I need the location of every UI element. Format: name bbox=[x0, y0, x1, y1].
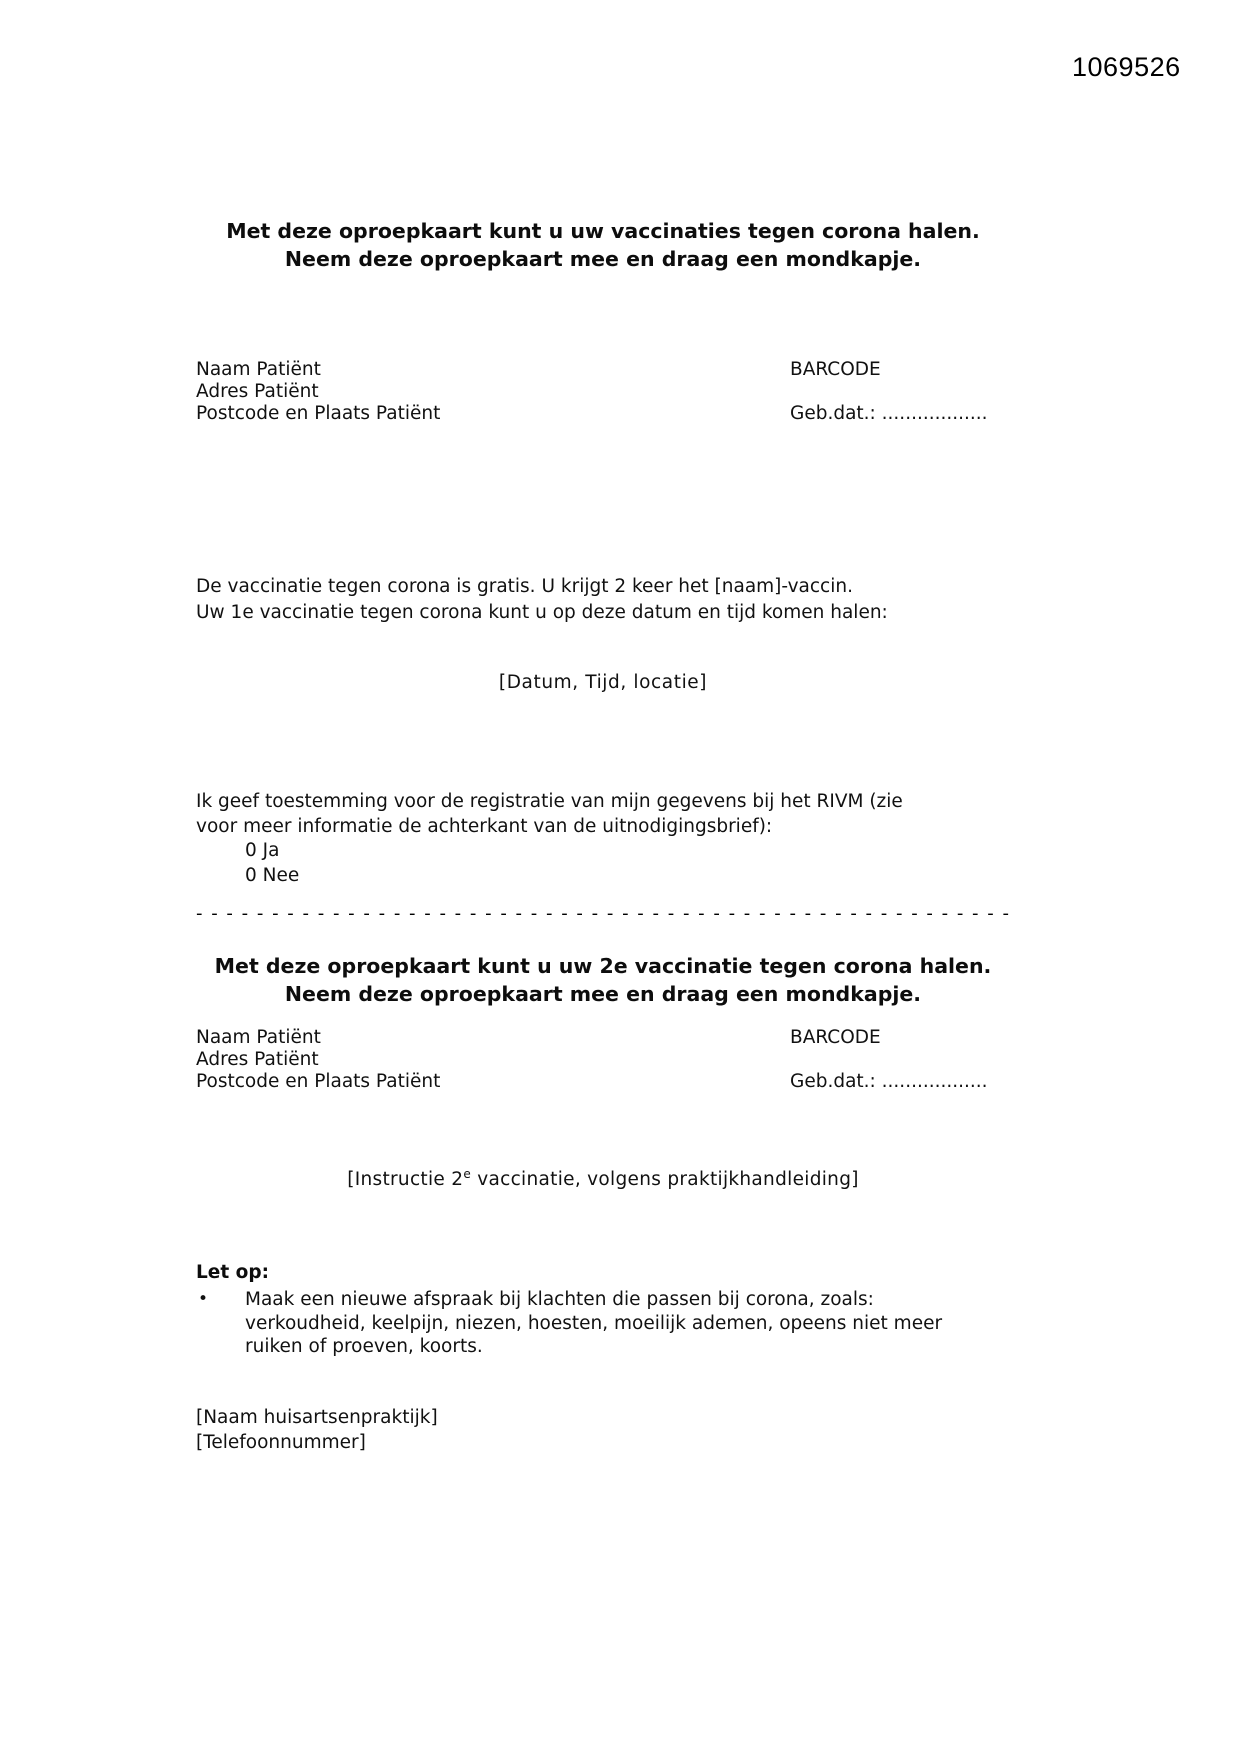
section2-heading bbox=[196, 952, 1010, 1008]
document-number: 1069526 bbox=[1072, 52, 1181, 82]
patient-postcode-line: Postcode en Plaats Patiënt bbox=[196, 403, 441, 424]
practice-name-line: [Naam huisartsenpraktijk] bbox=[196, 1407, 438, 1428]
warning-line2: verkoudheid, keelpijn, niezen, hoesten, moeilijk ademen, opeens niet meer bbox=[245, 1312, 943, 1334]
section1-heading-line1: Met deze oproepkaart kunt u uw vaccinaties tegen corona halen. bbox=[226, 219, 980, 243]
birthdate-field: Geb.dat.: .................. bbox=[790, 403, 988, 424]
section2-heading-line2: Neem deze oproepkaart mee en draag een mondkapje. bbox=[284, 982, 922, 1006]
intro-paragraph bbox=[196, 574, 1096, 626]
instruction-superscript: e bbox=[463, 1166, 472, 1181]
appointment-placeholder: [Datum, Tijd, locatie] bbox=[498, 672, 708, 693]
instruction-suffix: vaccinatie, volgens praktijkhandleiding] bbox=[471, 1169, 859, 1190]
consent-option-nee: 0 Nee bbox=[245, 864, 300, 886]
instruction-placeholder bbox=[196, 1166, 1010, 1190]
birthdate-field: Geb.dat.: .................. bbox=[790, 1071, 988, 1092]
section1-heading-line2: Neem deze oproepkaart mee en draag een mondkapje. bbox=[284, 247, 922, 271]
consent-option-ja: 0 Ja bbox=[245, 840, 280, 861]
warning-line3: ruiken of proeven, koorts. bbox=[245, 1336, 483, 1357]
patient-block-1 bbox=[196, 359, 1010, 425]
consent-line2: voor meer informatie de achterkant van de uitnodigingsbrief): bbox=[196, 815, 773, 837]
patient-postcode-line: Postcode en Plaats Patiënt bbox=[196, 1071, 441, 1092]
patient-name-line: Naam Patiënt bbox=[196, 359, 321, 380]
warning-block bbox=[196, 1262, 1096, 1359]
patient-address-line: Adres Patiënt bbox=[196, 1049, 319, 1070]
barcode-placeholder: BARCODE bbox=[790, 1027, 881, 1048]
intro-line2: Uw 1e vaccinatie tegen corona kunt u op deze datum en tijd komen halen: bbox=[196, 602, 888, 623]
warning-list-item bbox=[196, 1288, 1096, 1359]
patient-block-2 bbox=[196, 1027, 1010, 1093]
consent-block bbox=[196, 790, 1096, 888]
section2-heading-line1: Met deze oproepkaart kunt u uw 2e vaccinatie tegen corona halen. bbox=[214, 954, 992, 978]
consent-line1: Ik geef toestemming voor de registratie van mijn gegevens bij het RIVM (zie bbox=[196, 791, 903, 812]
warning-line1: Maak een nieuwe afspraak bij klachten die passen bij corona, zoals: bbox=[245, 1289, 874, 1310]
patient-name-line: Naam Patiënt bbox=[196, 1027, 321, 1048]
barcode-placeholder: BARCODE bbox=[790, 359, 881, 380]
section1-heading bbox=[196, 217, 1010, 273]
patient-address-line: Adres Patiënt bbox=[196, 381, 319, 402]
warning-title: Let op: bbox=[196, 1262, 269, 1283]
practice-info bbox=[196, 1406, 438, 1455]
practice-phone-line: [Telefoonnummer] bbox=[196, 1431, 366, 1453]
instruction-prefix: [Instructie 2 bbox=[347, 1169, 464, 1190]
dashed-cut-line: - - - - - - - - - - - - - - - - - - - - - - - - - - - - - - - - - - - - - - - - - - - - - - - - - - - - - - bbox=[196, 903, 1011, 924]
intro-line1: De vaccinatie tegen corona is gratis. U krijgt 2 keer het [naam]-vaccin. bbox=[196, 576, 853, 597]
bullet-icon: • bbox=[198, 1289, 209, 1309]
